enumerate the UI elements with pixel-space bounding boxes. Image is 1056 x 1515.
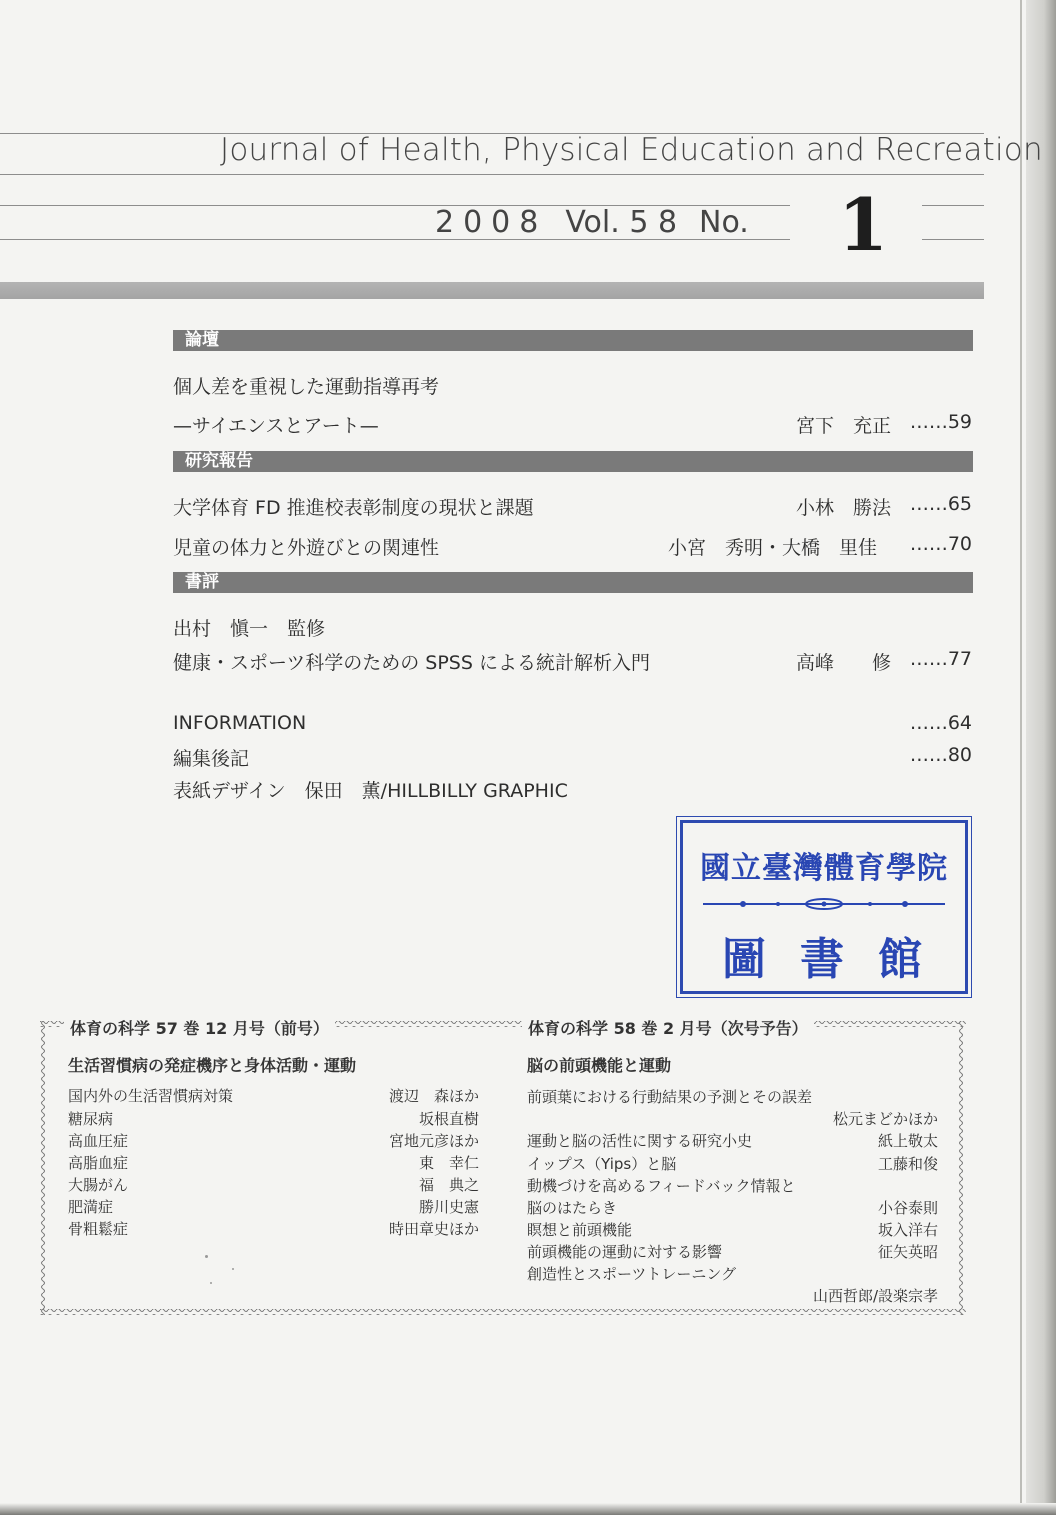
next-issue-item: 瞑想と前頭機能: [527, 1221, 633, 1239]
cover-design-credit: 表紙デザイン 保田 薫/HILLBILLY GRAPHIC: [173, 780, 568, 802]
toc-entry-title[interactable]: 児童の体力と外遊びとの関連性: [173, 537, 440, 559]
toc-entry-page: ……77: [909, 648, 972, 670]
journal-title: Journal of Health, Physical Education and Recreation: [220, 132, 1043, 168]
next-issue-item: 創造性とスポーツトレーニング: [527, 1265, 737, 1283]
issue-year: 2008: [435, 205, 548, 240]
previous-issue-feature: 生活習慣病の発症機序と身体活動・運動: [68, 1056, 357, 1075]
stamp-library-label: 圖書館: [722, 934, 956, 985]
next-issue-author: 松元まどかほか: [832, 1110, 938, 1128]
issue-no-label: No.: [699, 205, 749, 240]
previous-issue-item: 肥満症: [68, 1198, 114, 1216]
toc-entry-page: ……59: [909, 411, 972, 433]
section-bar-research-report: 研究報告: [173, 451, 973, 472]
section-bar-book-review: 書評: [173, 572, 973, 593]
toc-misc-page: ……64: [909, 712, 972, 734]
toc-entry-author: 小宮 秀明・大橋 里佳: [668, 537, 878, 559]
toc-entry-page: ……65: [909, 493, 972, 515]
toc-entry-author: 小林 勝法: [796, 497, 892, 519]
previous-issue-author: 宮地元彦ほか: [388, 1132, 479, 1150]
scan-speck: [205, 1255, 208, 1258]
next-issue-feature: 脳の前頭機能と運動: [527, 1056, 672, 1075]
stamp-institution-name: 國立臺灣體育學院: [700, 851, 948, 886]
next-issue-author: 坂入洋右: [877, 1221, 938, 1239]
previous-issue-heading: 体育の科学 57 巻 12 月号（前号）: [64, 1016, 335, 1039]
page-edge-line: [1020, 0, 1022, 1515]
page-edge-shadow: [1026, 0, 1056, 1515]
next-issue-author: 紙上敬太: [877, 1132, 938, 1150]
previous-issue-author: 時田章史ほか: [388, 1220, 479, 1238]
library-stamp: [680, 820, 968, 994]
toc-entry-title[interactable]: 出村 愼一 監修: [173, 618, 326, 640]
header-rule-bottom-right: [922, 239, 984, 240]
next-issue-item: 動機づけを高めるフィードバック情報と: [527, 1177, 796, 1195]
previous-issue-author: 坂根直樹: [418, 1110, 479, 1128]
next-issue-item: 前頭機能の運動に対する影響: [527, 1243, 723, 1261]
next-issue-author: 征矢英昭: [877, 1243, 938, 1261]
grey-band: [0, 282, 984, 299]
toc-entry-title[interactable]: 健康・スポーツ科学のための SPSS による統計解析入門: [173, 652, 650, 674]
next-issue-author: 工藤和俊: [877, 1155, 938, 1173]
scan-speck: [232, 1268, 234, 1270]
toc-misc-title[interactable]: INFORMATION: [173, 712, 307, 734]
header-rule-middle: [0, 174, 984, 175]
toc-entry-page: ……70: [909, 533, 972, 555]
next-issue-author: 小谷泰則: [877, 1199, 938, 1217]
next-issue-author: 山西哲郎/設楽宗孝: [812, 1287, 938, 1305]
previous-issue-author: 勝川史憲: [418, 1198, 479, 1216]
previous-issue-author: 渡辺 森ほか: [388, 1087, 479, 1105]
issue-number: 1: [838, 182, 889, 267]
next-issue-item: 脳のはたらき: [527, 1199, 618, 1217]
toc-entry-title[interactable]: —サイエンスとアート—: [173, 415, 379, 437]
toc-entry-author: 宮下 充正: [796, 415, 892, 437]
toc-misc-title[interactable]: 編集後記: [173, 748, 250, 770]
stamp-ornament-icon: [703, 897, 945, 911]
toc-misc-page: ……80: [909, 744, 972, 766]
previous-issue-item: 高血圧症: [68, 1132, 129, 1150]
toc-entry-title[interactable]: 大学体育 FD 推進校表彰制度の現状と課題: [173, 497, 534, 519]
next-issue-item: 前頭葉における行動結果の予測とその誤差: [527, 1088, 813, 1106]
previous-issue-item: 骨粗鬆症: [68, 1220, 129, 1238]
issue-volume: Vol. 5 8: [565, 205, 678, 240]
previous-issue-item: 大腸がん: [68, 1176, 129, 1194]
toc-entry-title[interactable]: 個人差を重視した運動指導再考: [173, 376, 440, 398]
next-issue-item: 運動と脳の活性に関する研究小史: [527, 1132, 753, 1150]
section-bar-forum: 論壇: [173, 330, 973, 351]
previous-issue-item: 糖尿病: [68, 1110, 114, 1128]
previous-issue-author: 福 典之: [418, 1176, 479, 1194]
previous-issue-author: 東 幸仁: [418, 1154, 479, 1172]
previous-issue-item: 国内外の生活習慣病対策: [68, 1087, 234, 1105]
next-issue-heading: 体育の科学 58 巻 2 月号（次号予告）: [522, 1016, 814, 1039]
next-issue-item: イップス（Yips）と脳: [527, 1155, 677, 1173]
header-rule-lower-right: [922, 205, 984, 206]
scan-speck: [210, 1282, 212, 1284]
page-bottom-shadow: [0, 1503, 1056, 1515]
toc-entry-author: 高峰 修: [796, 652, 892, 674]
previous-issue-item: 高脂血症: [68, 1154, 129, 1172]
issue-line: [435, 205, 749, 240]
